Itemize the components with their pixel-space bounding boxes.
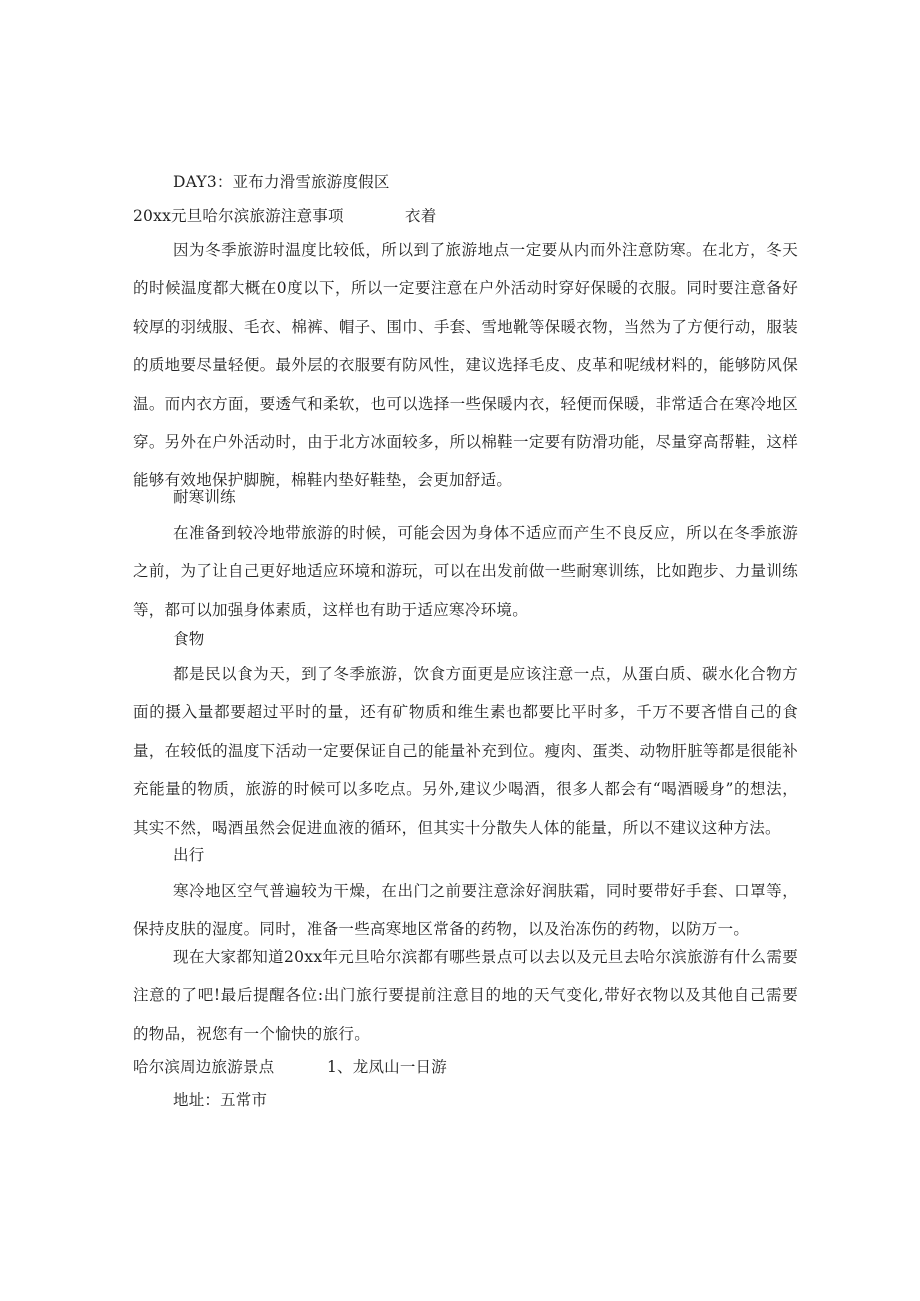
food-paragraph: 都是民以食为天，到了冬季旅游，饮食方面更是应该注意一点，从蛋白质、碳水化合物方面的摄入量都要超过平时的量，还有矿物质和维生素也都要比平时多，千万不要吝惜自己的食量，在较低的温度下活动一定要保证自己的能量补充到位。瘦肉、蛋类、动物肝脏等都是很能补充能量的物质，旅游的时候可以多吃点。另外,建议少喝酒，很多人都会有“喝酒暖身”的想法，其实不然，喝酒虽然会促进血液的循环，但其实十分散失人体的能量，所以不建议这种方法。 (133, 665, 798, 837)
food-heading: 食物 (173, 630, 205, 648)
nearby-spots-title: 哈尔滨周边旅游景点 (133, 1058, 275, 1076)
notes-title: 20xx元旦哈尔滨旅游注意事项 (133, 207, 344, 225)
clothing-paragraph: 因为冬季旅游时温度比较低，所以到了旅游地点一定要从内而外注意防寒。在北方，冬天的时候温度都大概在0度以下，所以一定要注意在户外活动时穿好保暖的衣服。同时要注意备好较厚的羽绒服、毛衣、棉裤、帽子、围巾、手套、雪地靴等保暖衣物，当然为了方便行动，服装的质地要尽量轻便。最外层的衣服要有防风性，建议选择毛皮、皮革和呢绒材料的，能够防风保温。而内衣方面，要透气和柔软，也可以选择一些保暖内衣，轻便而保暖，非常适合在寒冷地区穿。另外在户外活动时，由于北方冰面较多，所以棉鞋一定要有防滑功能，尽量穿高帮鞋，这样能够有效地保护脚腕，棉鞋内垫好鞋垫，会更加舒适。 (133, 241, 798, 490)
closing-paragraph: 现在大家都知道20xx年元旦哈尔滨都有哪些景点可以去以及元旦去哈尔滨旅游有什么需要注意的了吧!最后提醒各位:出门旅行要提前注意目的地的天气变化,带好衣物以及其他自己需要的物品，祝您有一个愉快的旅行。 (133, 948, 798, 1043)
address-line: 地址：五常市 (173, 1091, 268, 1109)
cold-training-heading: 耐寒训练 (173, 488, 236, 506)
travel-heading: 出行 (173, 846, 205, 864)
travel-paragraph: 寒冷地区空气普遍较为干燥，在出门之前要注意涂好润肤霜，同时要带好手套、口罩等，保持皮肤的湿度。同时，准备一些高寒地区常备的药物，以及治冻伤的药物，以防万一。 (133, 882, 798, 939)
nearby-spot-item: 1、龙凤山一日游 (327, 1058, 447, 1076)
day3-heading: DAY3：亚布力滑雪旅游度假区 (173, 173, 390, 191)
cold-training-paragraph: 在准备到较冷地带旅游的时候，可能会因为身体不适应而产生不良反应，所以在冬季旅游之前，为了让自己更好地适应环境和游玩，可以在出发前做一些耐寒训练，比如跑步、力量训练等，都可以加强身体素质，这样也有助于适应寒冷环境。 (133, 524, 798, 619)
clothing-heading: 衣着 (405, 207, 437, 225)
